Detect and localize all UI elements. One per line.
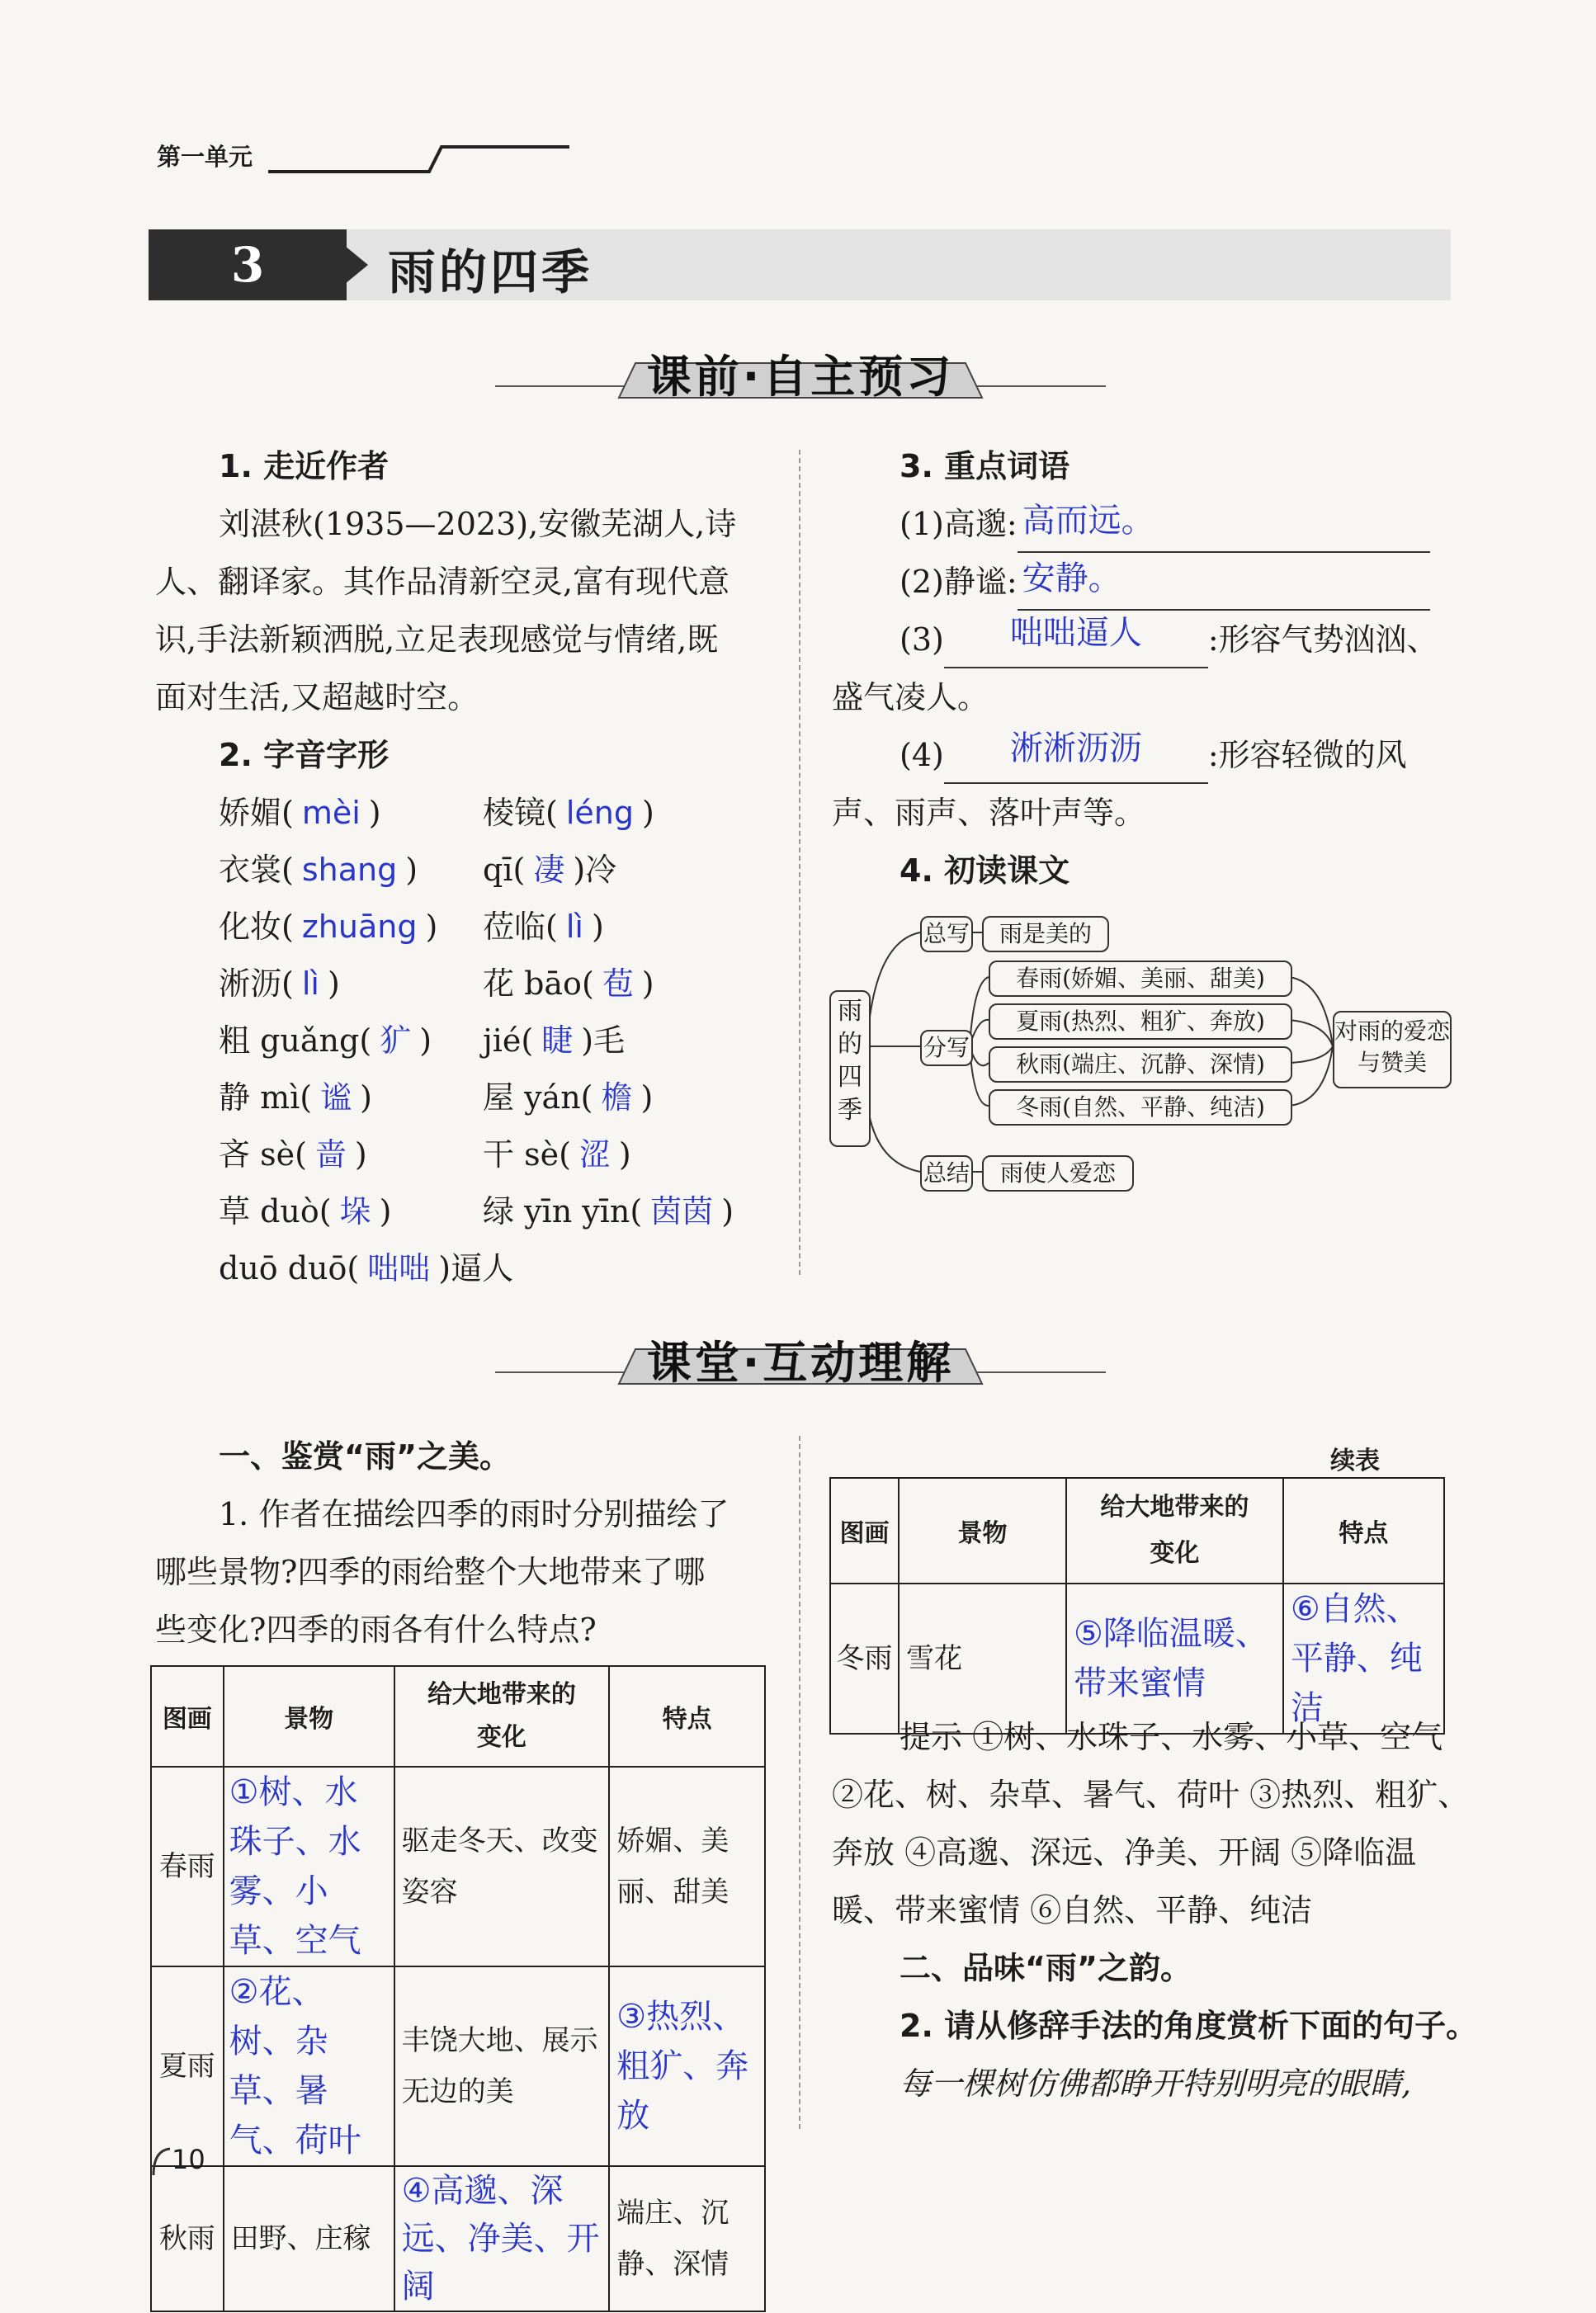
char-item: [483, 1126, 631, 1183]
char-item: [219, 784, 381, 842]
map-leaf-summary: 雨使人爱恋: [982, 1155, 1134, 1192]
word-4-tail2: 声、雨声、落叶声等。: [832, 795, 1146, 831]
char-answer[interactable]: 檐: [601, 1079, 633, 1116]
column-divider-2: [799, 1436, 800, 2129]
map-season-spring: 春雨(娇媚、美丽、甜美): [989, 961, 1292, 997]
map-branch-overview: 总写: [920, 916, 973, 952]
cell-feature: 娇媚、美丽、甜美: [609, 1767, 765, 1966]
q2-prompt: 2. 请从修辞手法的角度赏析下面的句子。: [900, 2008, 1478, 2044]
th-scene: 景物: [224, 1666, 394, 1767]
column-divider: [799, 450, 800, 1275]
char-item: [483, 1182, 734, 1240]
char-answer[interactable]: 苞: [602, 965, 634, 1002]
char-prompt: 干 sè(: [483, 1136, 571, 1173]
lesson-number: 3: [149, 229, 347, 300]
cell-scene-answer[interactable]: ①树、水珠子、水雾、小草、空气: [224, 1767, 394, 1966]
part1-heading: [219, 1428, 511, 1485]
word-3-tail2: 盛气凌人。: [832, 679, 989, 715]
author-line-1: 刘湛秋(1935—2023),安徽芜湖人,诗: [219, 506, 737, 542]
section-banner-preview: [495, 338, 1106, 413]
char-prompt: 屋 yán(: [483, 1079, 593, 1116]
char-suffix: ): [360, 1079, 372, 1116]
char-prompt: 棱镜(: [483, 795, 558, 831]
section-banner-classroom: [495, 1324, 1106, 1399]
char-item: [219, 1012, 432, 1069]
cell-pic: 夏雨: [151, 1966, 224, 2166]
char-suffix: )逼人: [438, 1250, 514, 1286]
char-suffix: ): [354, 1136, 367, 1173]
char-suffix: ): [368, 795, 381, 831]
cell-feature-answer[interactable]: ⑥自然、平静、纯洁: [1283, 1584, 1444, 1734]
table-row: [151, 1767, 765, 1966]
char-suffix: )毛: [581, 1022, 626, 1059]
map-branch-detail: 分写: [920, 1030, 973, 1066]
char-prompt: 化妆(: [219, 909, 294, 945]
word-4: [900, 726, 1461, 784]
th-feature: 特点: [609, 1666, 765, 1767]
cell-scene-answer[interactable]: ②花、树、杂草、暑气、荷叶: [224, 1966, 394, 2166]
title-arrow-icon: [345, 246, 370, 284]
char-suffix: ): [419, 1022, 432, 1059]
word-2-answer: 安静。: [1022, 559, 1121, 597]
char-item: [483, 955, 654, 1013]
q1-line-3: 些变化?四季的雨各有什么特点?: [155, 1612, 597, 1648]
part1-heading-text: 一、鉴赏“雨”之美。: [219, 1438, 511, 1475]
char-answer[interactable]: léng: [565, 795, 634, 831]
char-prompt: 衣裳(: [219, 852, 294, 888]
hint-line-1: 提示 ①树、水珠子、水雾、小草、空气: [900, 1719, 1443, 1755]
char-prompt: duō duō(: [219, 1250, 360, 1286]
char-prompt: 吝 sè(: [219, 1136, 307, 1173]
char-item: [219, 1069, 372, 1126]
char-suffix: ): [405, 852, 418, 888]
char-answer[interactable]: 茵茵: [650, 1193, 714, 1230]
heading-author-text: 1. 走近作者: [219, 448, 390, 484]
char-item: [483, 784, 654, 842]
map-branch-summary: 总结: [920, 1155, 973, 1192]
char-prompt: 淅沥(: [219, 965, 294, 1002]
char-answer[interactable]: 涩: [578, 1136, 611, 1173]
word-4-label: (4): [900, 737, 944, 773]
word-3-tail: :形容气势汹汹、: [1207, 621, 1438, 658]
char-prompt: 粗 guǎng(: [219, 1022, 372, 1059]
word-4-tail: :形容轻微的风: [1207, 737, 1407, 773]
author-line-3: 识,手法新颖洒脱,立足表现感觉与情绪,既: [155, 621, 719, 658]
th-change: 给大地带来的变化: [1066, 1478, 1283, 1584]
unit-label: 第一单元: [157, 143, 253, 171]
heading-reading-text: 4. 初读课文: [900, 852, 1070, 889]
char-item: [219, 1182, 391, 1240]
char-suffix: ): [327, 965, 340, 1002]
char-suffix: ): [641, 795, 654, 831]
word-2: [900, 553, 1452, 611]
word-1-label: (1)高邈:: [900, 506, 1018, 542]
char-prompt: 草 duò(: [219, 1193, 332, 1230]
q2-quote: 每一棵树仿佛都睁开特别明亮的眼睛,: [900, 2065, 1412, 2102]
th-feature: 特点: [1283, 1478, 1444, 1584]
char-suffix: )冷: [573, 852, 617, 888]
page-number: 10: [172, 2144, 205, 2175]
page-number-bracket: [149, 2145, 173, 2178]
char-prompt: jié(: [483, 1022, 534, 1059]
hint-line-2: ②花、树、杂草、暑气、荷叶 ③热烈、粗犷、: [832, 1777, 1470, 1813]
heading-reading: [900, 842, 1070, 899]
th-picture: 图画: [151, 1666, 224, 1767]
hint-line-3: 奔放 ④高邈、深远、净美、开阔 ⑤降临温: [832, 1834, 1417, 1871]
map-season-summer: 夏雨(热烈、粗犷、奔放): [989, 1003, 1292, 1040]
char-answer[interactable]: zhuāng: [301, 909, 418, 945]
map-detail-end: 对雨的爱恋与赞美: [1333, 1011, 1452, 1088]
char-suffix: ): [379, 1193, 392, 1230]
cell-scene: 田野、庄稼: [224, 2166, 394, 2311]
cell-pic: 冬雨: [830, 1584, 899, 1734]
char-prompt: 静 mì(: [219, 1079, 313, 1116]
char-prompt: 莅临(: [483, 909, 558, 945]
cell-change: 驱走冬天、改变姿容: [394, 1767, 610, 1966]
map-leaf-overview: 雨是美的: [982, 916, 1109, 952]
heading-words: [900, 437, 1070, 495]
word-1-blank[interactable]: [1018, 502, 1430, 553]
map-root: 雨的四季: [829, 990, 871, 1147]
char-answer[interactable]: lì: [565, 909, 583, 945]
char-answer[interactable]: mèi: [301, 795, 361, 831]
char-item: [219, 955, 340, 1013]
q2-text: [900, 1997, 1477, 2055]
cell-feature-answer[interactable]: ③热烈、粗犷、奔放: [609, 1966, 765, 2166]
part2-heading: [900, 1939, 1192, 1997]
author-line-4: 面对生活,又超越时空。: [155, 679, 479, 715]
table-row: [151, 1966, 765, 2166]
section-title-preview: 课前·自主预习: [646, 351, 955, 403]
cell-pic: 春雨: [151, 1767, 224, 1966]
cell-feature: 端庄、沉静、深情: [609, 2166, 765, 2311]
heading-author: [219, 437, 389, 495]
char-answer[interactable]: 凄: [533, 852, 565, 888]
word-1-answer: 高而远。: [1022, 502, 1155, 540]
char-suffix: ): [721, 1193, 734, 1230]
word-4-answer: 淅淅沥沥: [1009, 729, 1142, 767]
th-change: 给大地带来的变化: [394, 1666, 610, 1767]
char-item: [219, 841, 418, 899]
char-item: [219, 1126, 367, 1183]
char-answer[interactable]: lì: [301, 965, 319, 1002]
hint-line-4: 暖、带来蜜情 ⑥自然、平静、纯洁: [832, 1892, 1313, 1928]
word-3-label: (3): [900, 621, 944, 658]
word-3-blank[interactable]: [944, 614, 1208, 668]
unit-header-line: [157, 140, 569, 175]
word-2-label: (2)静谧:: [900, 564, 1018, 600]
char-suffix: ): [641, 965, 654, 1002]
word-1: [900, 495, 1452, 553]
char-suffix: ): [425, 909, 438, 945]
author-line-2: 人、翻译家。其作品清新空灵,富有现代意: [155, 564, 730, 600]
word-3: [900, 611, 1461, 668]
section-title-classroom: 课堂·互动理解: [646, 1337, 955, 1389]
cell-change-answer[interactable]: ⑤降临温暖、带来蜜情: [1066, 1584, 1283, 1734]
char-answer[interactable]: 睫: [541, 1022, 574, 1059]
char-answer[interactable]: 犷: [380, 1022, 412, 1059]
heading-chars-text: 2. 字音字形: [219, 737, 390, 773]
th-picture: 图画: [830, 1478, 899, 1584]
word-4-blank[interactable]: [944, 729, 1208, 784]
char-item: [483, 1012, 625, 1069]
part2-heading-text: 二、品味“雨”之韵。: [900, 1950, 1192, 1986]
char-item: [219, 1239, 513, 1297]
char-item: [219, 898, 437, 956]
cont-table-label: 续表: [1330, 1447, 1380, 1475]
th-scene: 景物: [899, 1478, 1066, 1584]
char-answer[interactable]: 垛: [339, 1193, 371, 1230]
cell-change-answer[interactable]: ④高邈、深远、净美、开阔: [394, 2166, 610, 2311]
map-season-winter: 冬雨(自然、平静、纯洁): [989, 1089, 1292, 1126]
char-prompt: 花 bāo(: [483, 965, 594, 1002]
heading-chars: [219, 726, 389, 784]
char-answer[interactable]: 谧: [320, 1079, 352, 1116]
char-item: [483, 1069, 653, 1126]
char-answer[interactable]: shang: [301, 852, 398, 888]
char-answer[interactable]: 咄咄: [367, 1250, 431, 1286]
char-prompt: 绿 yīn yīn(: [483, 1193, 643, 1230]
seasons-table: [150, 1665, 766, 2312]
char-prompt: 娇媚(: [219, 795, 294, 831]
char-answer[interactable]: 啬: [314, 1136, 347, 1173]
word-3-answer: 咄咄逼人: [1009, 614, 1142, 652]
table-row: [151, 2166, 765, 2311]
char-suffix: ): [640, 1079, 654, 1116]
char-item: [483, 898, 604, 956]
char-suffix: ): [618, 1136, 631, 1173]
seasons-table-cont: [829, 1477, 1445, 1735]
cell-pic: 秋雨: [151, 2166, 224, 2311]
q1-line-2: 哪些景物?四季的雨给整个大地带来了哪: [155, 1554, 706, 1590]
char-suffix: ): [591, 909, 604, 945]
char-prompt: qī(: [483, 852, 526, 888]
concept-map: [829, 908, 1457, 1205]
char-item: [483, 841, 616, 899]
cell-change: 丰饶大地、展示无边的美: [394, 1966, 610, 2166]
cell-scene: 雪花: [899, 1584, 1066, 1734]
q1-line-1: 1. 作者在描绘四季的雨时分别描绘了: [219, 1496, 730, 1532]
heading-words-text: 3. 重点词语: [900, 448, 1070, 484]
lesson-title: 雨的四季: [388, 244, 593, 300]
map-season-autumn: 秋雨(端庄、沉静、深情): [989, 1046, 1292, 1083]
